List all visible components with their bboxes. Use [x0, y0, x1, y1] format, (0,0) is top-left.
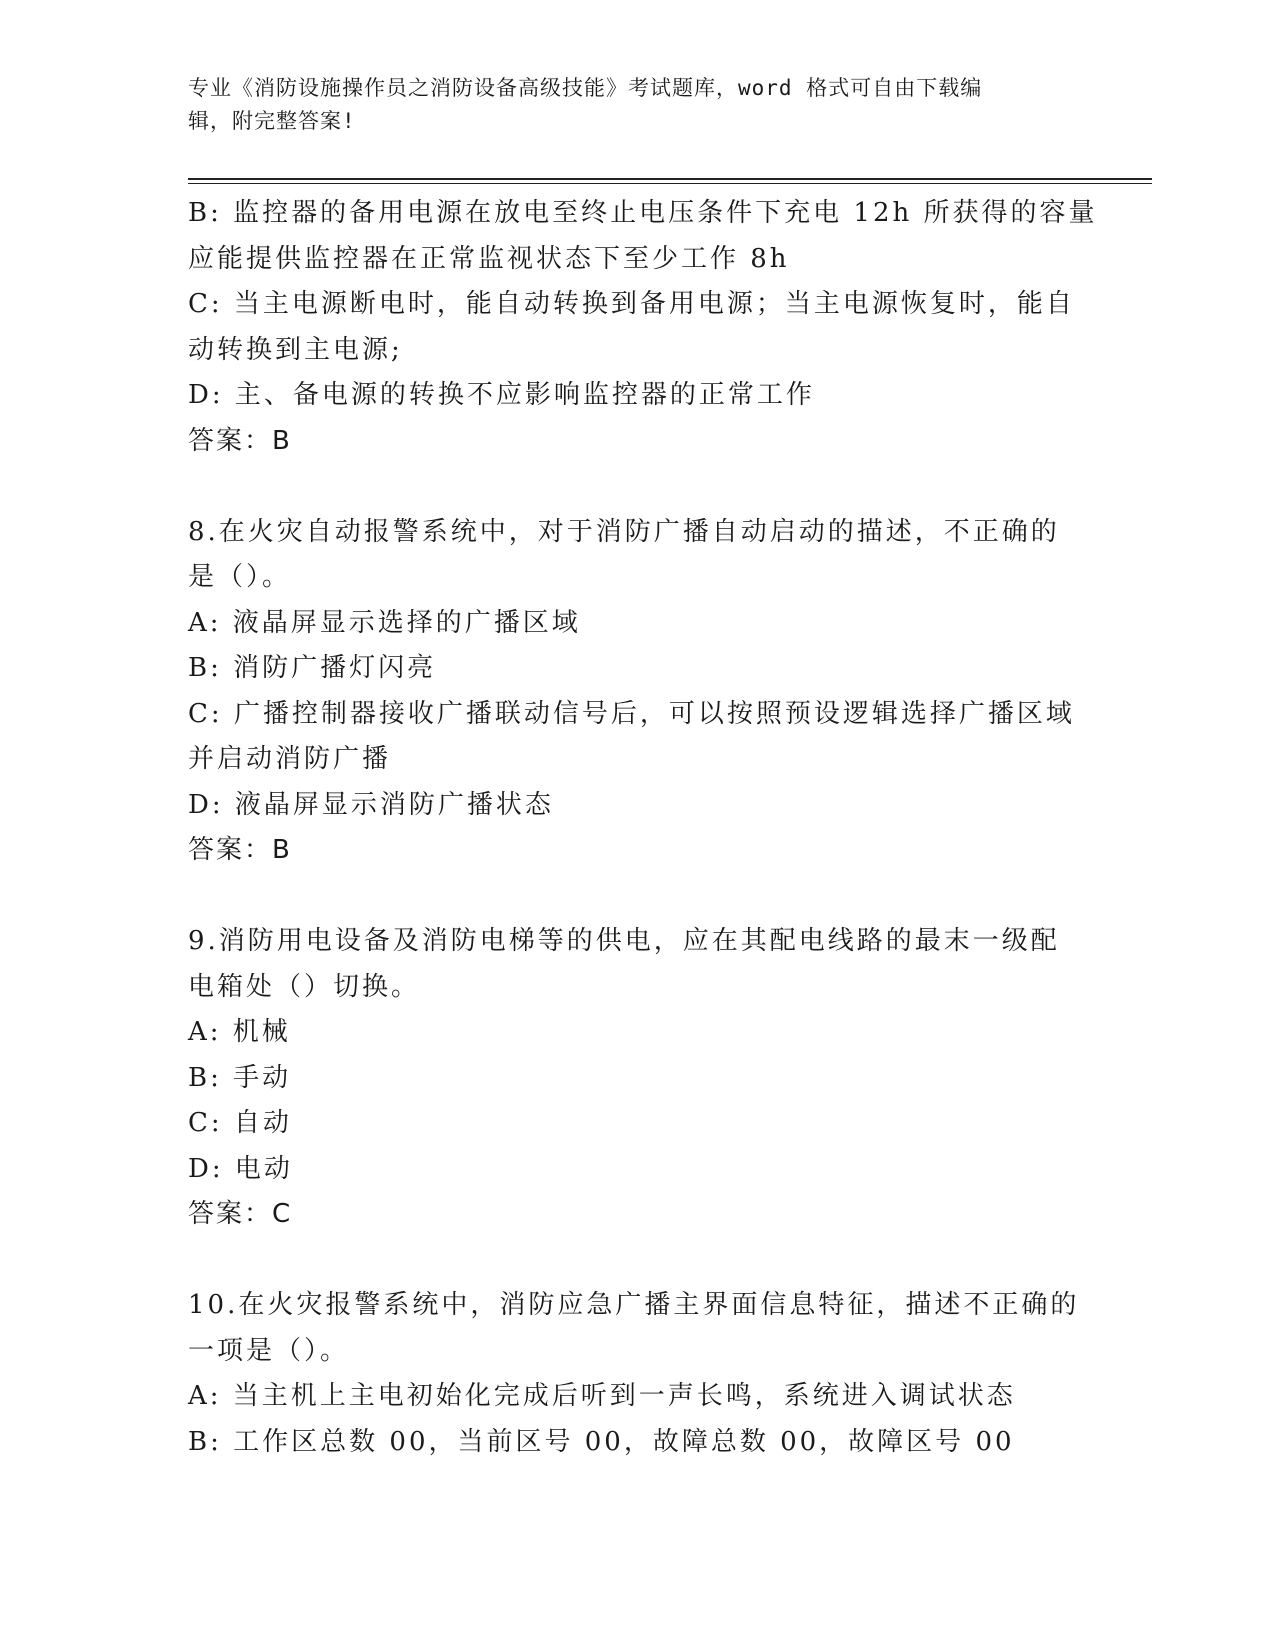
- header-divider-thick: [188, 178, 1152, 180]
- document-header: [188, 72, 1088, 138]
- question-spacer: [188, 1238, 1088, 1284]
- question-spacer: [188, 464, 1088, 510]
- option-a: A: 液晶屏显示选择的广播区域: [188, 607, 581, 638]
- question-stem-line-1: 9.消防用电设备及消防电梯等的供电，应在其配电线路的最末一级配: [188, 926, 1060, 956]
- question-8: [188, 510, 1088, 874]
- question-stem-line-1: 8.在火灾自动报警系统中，对于消防广播自动启动的描述，不正确的: [188, 516, 1060, 547]
- option-c-line-1: C: 当主电源断电时，能自动转换到备用电源；当主电源恢复时，能自: [188, 289, 1075, 319]
- question-stem-line-2: 电箱处（）切换。: [188, 971, 421, 1002]
- option-c-line-1: C: 广播控制器接收广播联动信号后，可以按照预设逻辑选择广播区域: [188, 698, 1075, 729]
- option-d: D: 主、备电源的转换不应影响监控器的正常工作: [188, 380, 815, 410]
- answer: 答案：B: [188, 835, 292, 865]
- question-stem-line-2: 一项是（）。: [188, 1335, 350, 1366]
- option-b-line-1: B: 监控器的备用电源在放电至终止电压条件下充电 12h 所获得的容量: [188, 198, 1098, 228]
- header-line-1: 专业《消防设施操作员之消防设备高级技能》考试题库，word 格式可自由下载编: [188, 76, 983, 100]
- option-b: B: 工作区总数 00，当前区号 00，故障总数 00，故障区号 00: [188, 1426, 1015, 1457]
- option-d: D: 电动: [188, 1153, 293, 1184]
- option-b: B: 手动: [188, 1062, 292, 1093]
- question-stem-line-2: 是（）。: [188, 562, 292, 592]
- option-b-line-2: 应能提供监控器在正常监视状态下至少工作 8h: [188, 243, 790, 274]
- question-spacer: [188, 874, 1088, 920]
- answer: 答案：C: [188, 1199, 293, 1229]
- question-stem-line-1: 10.在火灾报警系统中，消防应急广播主界面信息特征，描述不正确的: [188, 1290, 1080, 1320]
- document-body: [188, 191, 1098, 1465]
- answer: 答案：B: [188, 425, 292, 456]
- question-10: [188, 1283, 1088, 1465]
- option-a: A: 当主机上主电初始化完成后听到一声长鸣，系统进入调试状态: [188, 1381, 1016, 1411]
- option-c: C: 自动: [188, 1108, 292, 1138]
- option-b: B: 消防广播灯闪亮: [188, 653, 437, 683]
- option-a: A: 机械: [188, 1017, 291, 1047]
- header-line-2: 辑，附完整答案!: [188, 109, 356, 133]
- question-7-tail: [188, 191, 1098, 464]
- header-divider-thin: [188, 183, 1152, 184]
- option-c-line-2: 并启动消防广播: [188, 744, 392, 774]
- option-c-line-2: 动转换到主电源;: [188, 334, 403, 365]
- option-d: D: 液晶屏显示消防广播状态: [188, 789, 554, 820]
- question-9: [188, 919, 1088, 1238]
